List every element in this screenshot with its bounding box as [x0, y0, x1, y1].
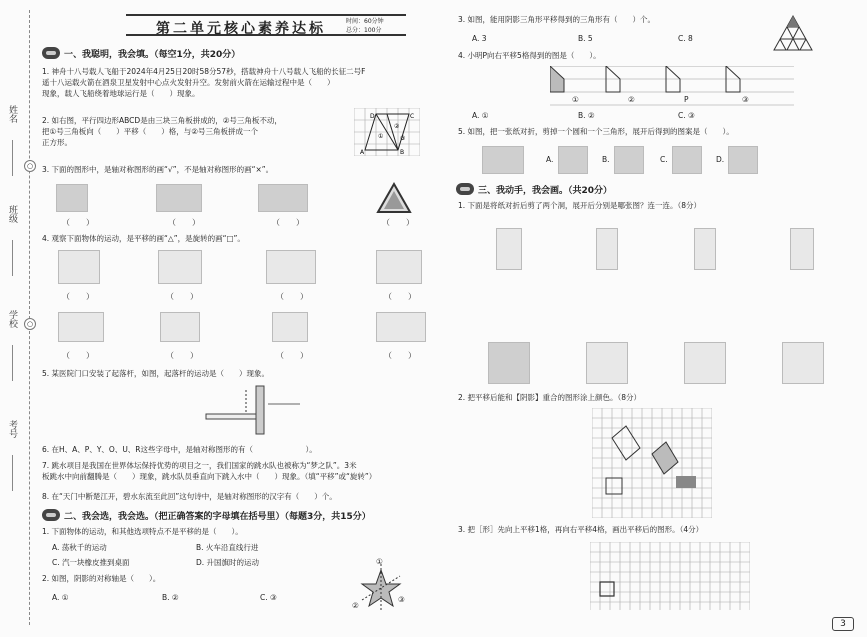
question-3: 3. 下面的图形中，是轴对称图形的画“√”，不是轴对称图形的画“×”。: [42, 165, 274, 174]
section-badge-icon: [456, 183, 474, 195]
mc3-option-a[interactable]: A. 3: [472, 34, 487, 43]
q1-line-1: 1. 神舟十八号载人飞船于2024年4月25日20时58分57秒，搭载神舟十八号载人飞船的长征二号F: [42, 67, 366, 76]
school-line[interactable]: [12, 345, 13, 381]
mc5-option-c[interactable]: C.: [660, 155, 668, 164]
q4-blank-5[interactable]: （ ）: [62, 351, 94, 360]
mc5-option-d-image[interactable]: [728, 146, 758, 174]
folded-paper-2[interactable]: [596, 228, 618, 270]
exam-line[interactable]: [12, 455, 13, 491]
folded-paper-image: [482, 146, 524, 174]
question-2: [42, 115, 282, 148]
q4-blank-7[interactable]: （ ）: [276, 351, 308, 360]
mc-question-5: 5. 如图，把一张纸对折，剪掉一个圆和一个三角形，展开后得到的图案是（ ）。: [458, 127, 734, 136]
mc-question-2: 2. 如图，阴影的对称轴是（ ）。: [42, 574, 161, 583]
unfolded-paper-2[interactable]: [586, 342, 628, 384]
svg-text:D: D: [370, 113, 375, 120]
question-7: [42, 460, 376, 482]
binding-hole: ○: [24, 318, 36, 330]
section-3-header: [456, 182, 612, 196]
q7-line-1: 7. 跳水项目是我国在世界体坛保持优势的项目之一，我们国家的跳水队也被称为“梦之队”。3米: [42, 461, 357, 470]
exam-meta: [346, 17, 384, 35]
mc4-label-3: ③: [742, 95, 749, 104]
motion-image-3: [266, 250, 316, 284]
motion-image-5: [58, 312, 104, 342]
q4-blank-8[interactable]: （ ）: [384, 351, 416, 360]
draw-question-2: 2. 把平移后能和【阴影】重合的图形涂上颜色。（8分）: [458, 393, 642, 402]
binding-hole: ○: [24, 160, 36, 172]
mc5-option-a-image[interactable]: [558, 146, 588, 174]
mc3-option-c[interactable]: C. 8: [678, 34, 693, 43]
svg-text:③: ③: [400, 135, 406, 142]
section-1-header: [42, 46, 240, 60]
unfolded-paper-4[interactable]: [782, 342, 824, 384]
q2-line-3: 正方形。: [42, 138, 72, 147]
mc4-option-c[interactable]: C. ③: [678, 111, 695, 120]
q1-line-3: 现象，载人飞船绕着地球运行是（ ）现象。: [42, 89, 200, 98]
barrier-gate-figure: [196, 384, 306, 436]
q7-line-2: 板跳水中向前翻腾是（ ）现象，跳水队员垂直向下跳入水中（ ）现象。（填“平移”或“旋转”）: [42, 472, 377, 481]
symbol-image-2: [156, 184, 202, 212]
mc5-option-b-image[interactable]: [614, 146, 644, 174]
title-bar: [126, 14, 406, 36]
q3-blank-1[interactable]: （ ）: [62, 218, 94, 227]
motion-image-2: [158, 250, 202, 284]
svg-text:B: B: [400, 149, 405, 156]
folded-paper-3[interactable]: [694, 228, 716, 270]
left-column: [36, 0, 440, 637]
q4-blank-4[interactable]: （ ）: [384, 292, 416, 301]
motion-image-6: [160, 312, 200, 342]
draw-question-3: 3. 把［形］先向上平移1格，再向右平移4格，画出平移后的图形。（4分）: [458, 525, 704, 534]
binding-margin: [0, 0, 34, 637]
mc-question-1: 1. 下面物体的运动，和其他选项特点不是平移的是（ ）。: [42, 527, 243, 536]
draw-question-1: 1. 下面是将纸对折后剪了两个洞，展开后分别是哪张图？连一连。（8分）: [458, 201, 702, 210]
exam-score: 总分：100分: [346, 27, 382, 34]
right-column: [452, 0, 862, 637]
unfolded-paper-3[interactable]: [684, 342, 726, 384]
name-label: 姓名: [7, 105, 17, 123]
mc1-option-c[interactable]: C. 汽一块橡皮推到桌面: [52, 558, 130, 567]
translation-drawing-grid[interactable]: [590, 542, 750, 610]
mc2-label-2: ②: [352, 601, 359, 610]
unfolded-paper-1[interactable]: [488, 342, 530, 384]
mc2-option-c[interactable]: C. ③: [260, 593, 277, 602]
parallelogram-figure: [354, 108, 420, 156]
mc5-option-c-image[interactable]: [672, 146, 702, 174]
page-number: 3: [832, 617, 854, 631]
section-2-title: 二、我会选，我会选。（把正确答案的字母填在括号里）（每题3分，共15分）: [64, 511, 371, 522]
section-badge-icon: [42, 47, 60, 59]
q2-line-1: 2. 如右图，平行四边形ABCD是由三块三角板拼成的，②号三角板不动，: [42, 116, 282, 125]
question-4: 4. 观察下面物体的运动，是平移的画“△”，是旋转的画“□”。: [42, 234, 245, 243]
symbol-image-3: [258, 184, 308, 212]
mc5-option-a[interactable]: A.: [546, 155, 554, 164]
question-1: [42, 66, 365, 99]
q4-blank-1[interactable]: （ ）: [62, 292, 94, 301]
svg-text:A: A: [360, 149, 365, 156]
mc2-option-a[interactable]: A. ①: [52, 593, 69, 602]
mc2-label-1: ①: [376, 557, 383, 566]
mc1-option-b[interactable]: B. 火车沿直线行进: [196, 543, 259, 552]
warning-sign-image: [376, 182, 412, 214]
shape-coloring-grid[interactable]: [592, 408, 712, 518]
translation-grid-figure: [550, 66, 794, 106]
motion-image-1: [58, 250, 100, 284]
mc4-option-b[interactable]: B. ②: [578, 111, 595, 120]
mc5-option-b[interactable]: B.: [602, 155, 610, 164]
question-6: 6. 在H、A、P、Y、O、U、R这些字母中，是轴对称图形的有（ ）。: [42, 445, 317, 454]
q4-blank-2[interactable]: （ ）: [166, 292, 198, 301]
exam-label: 考号: [7, 420, 17, 438]
triangle-grid-figure: [772, 14, 814, 52]
mc-question-3: 3. 如图，能用阴影三角形平移得到的三角形有（ ）个。: [458, 15, 656, 24]
motion-image-4: [376, 250, 422, 284]
name-line[interactable]: [12, 140, 13, 176]
section-1-title: 一、我聪明，我会填。（每空1分，共20分）: [64, 49, 241, 60]
q3-blank-2[interactable]: （ ）: [168, 218, 200, 227]
q4-blank-6[interactable]: （ ）: [166, 351, 198, 360]
motion-image-7: [272, 312, 308, 342]
question-8: 8. 在“天门中断楚江开，碧水东流至此回”这句诗中，是轴对称图形的汉字有（ ）个。: [42, 492, 337, 501]
svg-text:②: ②: [394, 123, 400, 130]
q1-line-2: 遥十八运载火箭在酒泉卫星发射中心点火发射升空。发射前火箭在运输过程中是（ ）: [42, 78, 335, 87]
mc4-label-2: ②: [628, 95, 635, 104]
page-title: 第二单元核心素养达标: [156, 21, 326, 37]
q2-line-2: 把①号三角板向（ ）平移（ ）格，与②号三角板拼成一个: [42, 127, 258, 136]
mc1-option-d[interactable]: D. 升国旗时的运动: [196, 558, 260, 567]
exam-time: 时间：60分钟: [346, 18, 384, 25]
symbol-image-1: [56, 184, 88, 212]
school-label: 学校: [7, 310, 17, 328]
mc4-label-1: ①: [572, 95, 579, 104]
mc4-label-p: P: [684, 95, 689, 104]
section-badge-icon: [42, 509, 60, 521]
mc1-option-a[interactable]: A. 荡秋千的运动: [52, 543, 107, 552]
mc-question-4: 4. 小明P向右平移5格得到的图是（ ）。: [458, 51, 601, 60]
folded-paper-1[interactable]: [496, 228, 522, 270]
mc2-label-3: ③: [398, 595, 405, 604]
class-line[interactable]: [12, 240, 13, 276]
folded-paper-4[interactable]: [790, 228, 814, 270]
mc4-option-a[interactable]: A. ①: [472, 111, 489, 120]
mc2-option-b[interactable]: B. ②: [162, 593, 179, 602]
mc3-option-b[interactable]: B. 5: [578, 34, 593, 43]
svg-text:C: C: [410, 113, 415, 120]
question-5: 5. 某医院门口安装了起落杆，如图，起落杆的运动是（ ）现象。: [42, 369, 270, 378]
q3-blank-4[interactable]: （ ）: [382, 218, 414, 227]
motion-image-8: [376, 312, 426, 342]
q3-blank-3[interactable]: （ ）: [272, 218, 304, 227]
svg-text:①: ①: [378, 133, 384, 140]
mc5-option-d[interactable]: D.: [716, 155, 725, 164]
section-2-header: [42, 508, 371, 522]
section-3-title: 三、我动手，我会画。（共20分）: [478, 185, 613, 196]
q4-blank-3[interactable]: （ ）: [276, 292, 308, 301]
class-label: 班级: [7, 205, 17, 223]
